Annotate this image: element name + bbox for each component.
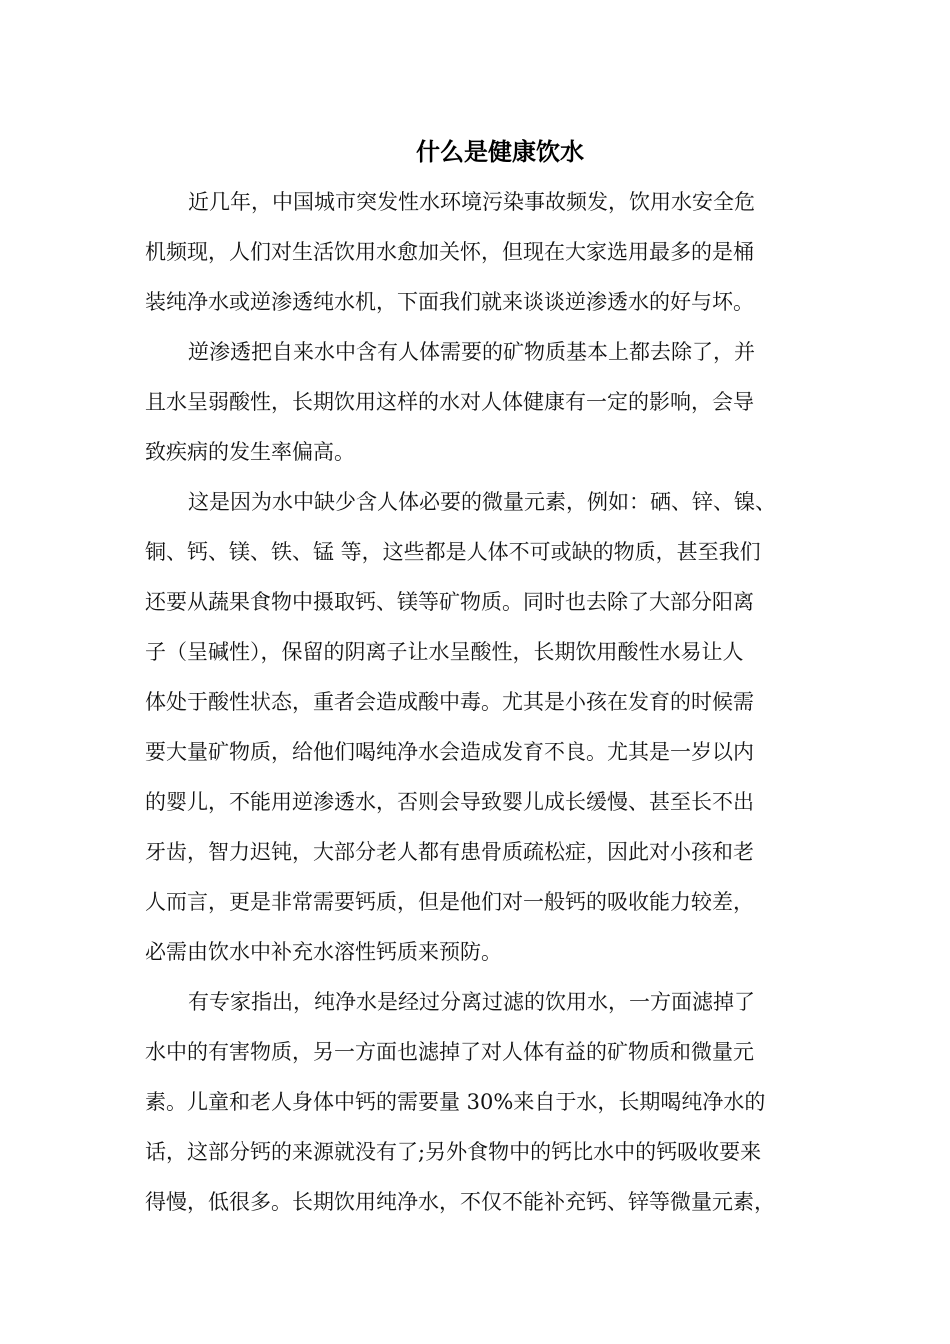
text-line: 牙齿，智力迟钝，大部分老人都有患骨质疏松症，因此对小孩和老 xyxy=(145,840,754,864)
text-line: 子（呈碱性），保留的阴离子让水呈酸性，长期饮用酸性水易让人 xyxy=(145,640,744,664)
text-line: 的婴儿，不能用逆渗透水，否则会导致婴儿成长缓慢、甚至长不出 xyxy=(145,790,754,814)
text-line: 铜、钙、镁、铁、锰 等，这些都是人体不可或缺的物质，甚至我们 xyxy=(145,540,761,564)
text-line: 要大量矿物质，给他们喝纯净水会造成发育不良。尤其是一岁以内 xyxy=(145,740,754,764)
document-title: 什么是健康饮水 xyxy=(416,138,584,166)
text-line: 必需由饮水中补充水溶性钙质来预防。 xyxy=(145,940,502,964)
text-line: 话，这部分钙的来源就没有了;另外食物中的钙比水中的钙吸收要来 xyxy=(145,1140,762,1164)
text-line: 素。儿童和老人身体中钙的需要量 30%来自于水，长期喝纯净水的 xyxy=(145,1090,766,1114)
text-line: 装纯净水或逆渗透纯水机，下面我们就来谈谈逆渗透水的好与坏。 xyxy=(145,290,754,314)
text-line: 有专家指出，纯净水是经过分离过滤的饮用水，一方面滤掉了 xyxy=(188,990,755,1014)
text-line: 得慢，低很多。长期饮用纯净水，不仅不能补充钙、锌等微量元素， xyxy=(145,1190,775,1214)
text-line: 近几年，中国城市突发性水环境污染事故频发，饮用水安全危 xyxy=(188,190,755,214)
text-line: 逆渗透把自来水中含有人体需要的矿物质基本上都去除了，并 xyxy=(188,340,755,364)
text-line: 且水呈弱酸性，长期饮用这样的水对人体健康有一定的影响，会导 xyxy=(145,390,754,414)
text-line: 还要从蔬果食物中摄取钙、镁等矿物质。同时也去除了大部分阳离 xyxy=(145,590,754,614)
text-line: 机频现，人们对生活饮用水愈加关怀，但现在大家选用最多的是桶 xyxy=(145,240,754,264)
text-line: 致疾病的发生率偏高。 xyxy=(145,440,355,464)
text-line: 水中的有害物质，另一方面也滤掉了对人体有益的矿物质和微量元 xyxy=(145,1040,754,1064)
text-line: 体处于酸性状态，重者会造成酸中毒。尤其是小孩在发育的时候需 xyxy=(145,690,754,714)
text-line: 这是因为水中缺少含人体必要的微量元素，例如：硒、锌、镍、 xyxy=(188,490,776,514)
text-line: 人而言，更是非常需要钙质，但是他们对一般钙的吸收能力较差， xyxy=(145,890,754,914)
